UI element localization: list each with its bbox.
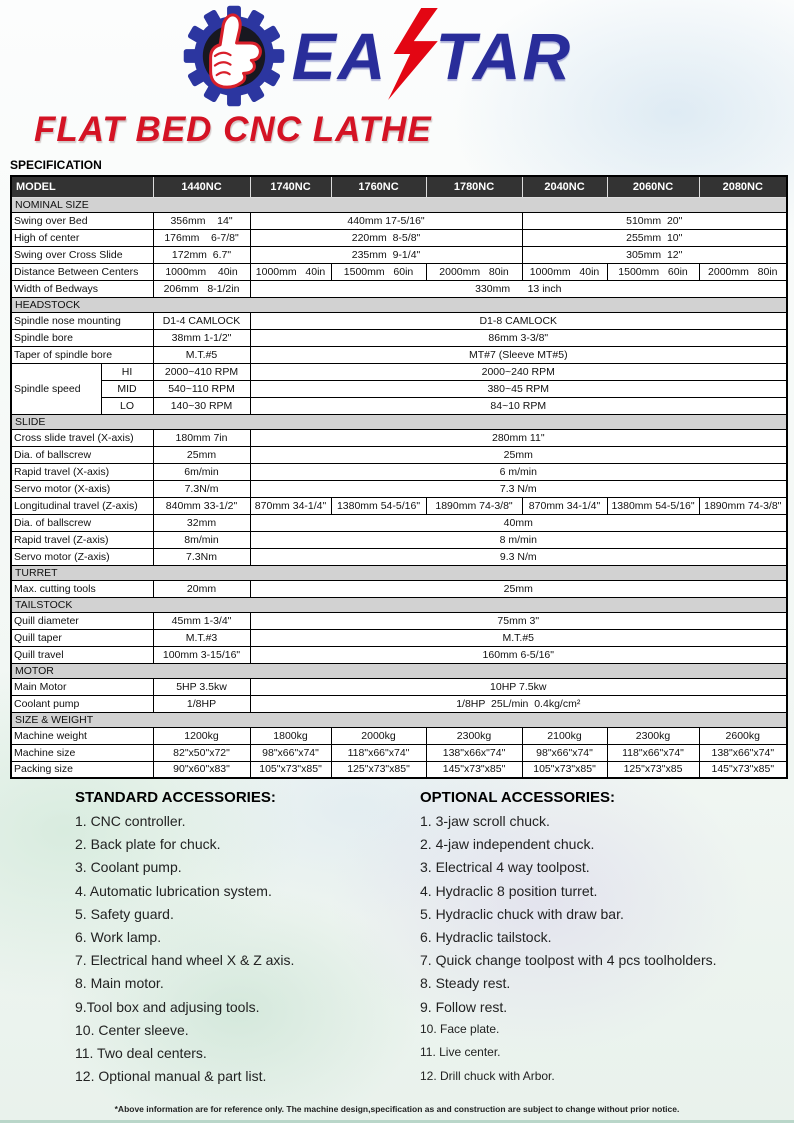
spec-cell: 1890mm 74-3/8"	[699, 497, 787, 514]
brand-text-right: TAR	[435, 19, 573, 93]
section-row	[11, 197, 787, 212]
table-row	[11, 363, 787, 380]
spec-row-label: Packing size	[11, 761, 153, 778]
table-row	[11, 312, 787, 329]
list-item: 2. Back plate for chuck.	[75, 836, 221, 853]
list-item: 3. Coolant pump.	[75, 859, 182, 876]
spec-cell: 870mm 34-1/4"	[522, 497, 607, 514]
spec-cell: 305mm 12"	[522, 246, 787, 263]
spec-cell: 2300kg	[607, 727, 699, 744]
list-item: 7. Electrical hand wheel X & Z axis.	[75, 952, 295, 969]
spec-row-label: Servo motor (Z-axis)	[11, 548, 153, 565]
spec-cell: 84~10 RPM	[250, 397, 787, 414]
table-row	[11, 263, 787, 280]
column-header: MODEL	[11, 176, 153, 197]
table-row	[11, 580, 787, 597]
spec-cell: 330mm 13 inch	[250, 280, 787, 297]
spec-cell: 145"x73"x85"	[699, 761, 787, 778]
spec-row-label: Dia. of ballscrew	[11, 446, 153, 463]
list-item: 9. Follow rest.	[420, 998, 508, 1015]
spec-cell: 25mm	[153, 446, 250, 463]
spec-row-label: Spindle speed	[11, 363, 101, 414]
spec-cell: 98"x66"x74"	[250, 744, 331, 761]
section-header: SLIDE	[11, 414, 787, 429]
spec-cell: MT#7 (Sleeve MT#5)	[250, 346, 787, 363]
section-row	[11, 663, 787, 678]
table-row	[11, 678, 787, 695]
spec-cell: 280mm 11"	[250, 429, 787, 446]
list-item: 12. Drill chuck with Arbor.	[420, 1068, 555, 1083]
spec-cell: 2000mm 80in	[699, 263, 787, 280]
spec-cell: 6 m/min	[250, 463, 787, 480]
spec-cell: 160mm 6-5/16"	[250, 646, 787, 663]
spec-cell: 75mm 3"	[250, 612, 787, 629]
spec-row-label: Swing over Bed	[11, 212, 153, 229]
list-item: 12. Optional manual & part list.	[75, 1068, 267, 1085]
spec-cell: 870mm 34-1/4"	[250, 497, 331, 514]
spec-cell: 45mm 1-3/4"	[153, 612, 250, 629]
gear-thumbs-up-icon	[182, 4, 286, 108]
section-header: HEADSTOCK	[11, 297, 787, 312]
spec-row-label: Servo motor (X-axis)	[11, 480, 153, 497]
table-row	[11, 646, 787, 663]
section-header: TAILSTOCK	[11, 597, 787, 612]
optional-accessories-list	[420, 814, 794, 1082]
spec-cell: 540~110 RPM	[153, 380, 250, 397]
optional-accessories	[420, 789, 794, 1093]
spec-cell: 1380mm 54-5/16"	[331, 497, 426, 514]
spec-row-label: Longitudinal travel (Z-axis)	[11, 497, 153, 514]
spec-cell: 2000mm 80in	[426, 263, 522, 280]
section-header: MOTOR	[11, 663, 787, 678]
spec-cell: 100mm 3-15/16"	[153, 646, 250, 663]
spec-cell: 118"x66"x74"	[331, 744, 426, 761]
spec-cell: 172mm 6.7"	[153, 246, 250, 263]
spec-cell: M.T.#5	[153, 346, 250, 363]
spec-row-label: Machine size	[11, 744, 153, 761]
table-row	[11, 397, 787, 414]
spec-cell: 140~30 RPM	[153, 397, 250, 414]
spec-row-label: Quill diameter	[11, 612, 153, 629]
table-row	[11, 446, 787, 463]
spec-cell: 1000mm 40in	[153, 263, 250, 280]
spec-cell: 840mm 33-1/2"	[153, 497, 250, 514]
spec-cell: D1-4 CAMLOCK	[153, 312, 250, 329]
spec-cell: 25mm	[250, 446, 787, 463]
table-row	[11, 497, 787, 514]
spec-cell: 7.3Nm	[153, 548, 250, 565]
table-row	[11, 612, 787, 629]
spec-cell: 180mm 7in	[153, 429, 250, 446]
spec-cell: 2000~410 RPM	[153, 363, 250, 380]
spec-cell: 38mm 1-1/2"	[153, 329, 250, 346]
specification-table	[10, 175, 788, 779]
section-header: SIZE & WEIGHT	[11, 712, 787, 727]
section-row	[11, 712, 787, 727]
spec-cell: 2300kg	[426, 727, 522, 744]
table-row	[11, 744, 787, 761]
spec-cell: 105"x73"x85"	[522, 761, 607, 778]
spec-row-label: Cross slide travel (X-axis)	[11, 429, 153, 446]
spec-cell: 1/8HP 25L/min 0.4kg/cm²	[250, 695, 787, 712]
spec-row-label: Quill travel	[11, 646, 153, 663]
spec-cell: 7.3N/m	[153, 480, 250, 497]
table-row	[11, 380, 787, 397]
spec-cell: 32mm	[153, 514, 250, 531]
spec-cell: 105"x73"x85"	[250, 761, 331, 778]
standard-accessories-title: STANDARD ACCESSORIES:	[75, 789, 276, 806]
spec-row-label: Distance Between Centers	[11, 263, 153, 280]
spec-cell: 90"x60"x83"	[153, 761, 250, 778]
spec-cell: 25mm	[250, 580, 787, 597]
spec-row-label: Quill taper	[11, 629, 153, 646]
section-row	[11, 414, 787, 429]
brand-wordmark	[292, 10, 572, 102]
spec-row-label: Machine weight	[11, 727, 153, 744]
table-row	[11, 629, 787, 646]
list-item: 10. Face plate.	[420, 1021, 500, 1036]
list-item: 8. Steady rest.	[420, 975, 511, 992]
spec-cell: 1000mm 40in	[522, 263, 607, 280]
list-item: 9.Tool box and adjusing tools.	[75, 998, 260, 1015]
table-row	[11, 463, 787, 480]
spec-cell: 1500mm 60in	[607, 263, 699, 280]
optional-accessories-title: OPTIONAL ACCESSORIES:	[420, 789, 616, 806]
spec-cell: 2000~240 RPM	[250, 363, 787, 380]
spec-cell: D1-8 CAMLOCK	[250, 312, 787, 329]
page-title: FLAT BED CNC LATHE	[34, 110, 432, 149]
spec-cell: M.T.#3	[153, 629, 250, 646]
list-item: 6. Hydraclic tailstock.	[420, 928, 552, 945]
list-item: 10. Center sleeve.	[75, 1021, 189, 1038]
list-item: 4. Hydraclic 8 position turret.	[420, 882, 598, 899]
table-row	[11, 429, 787, 446]
list-item: 7. Quick change toolpost with 4 pcs toolholders.	[420, 952, 717, 969]
spec-cell: 82"x50"x72"	[153, 744, 250, 761]
column-header: 2040NC	[522, 176, 607, 197]
list-item: 5. Safety guard.	[75, 905, 174, 922]
table-row	[11, 212, 787, 229]
spec-cell: 138"x66"x74"	[699, 744, 787, 761]
table-row	[11, 514, 787, 531]
table-row	[11, 548, 787, 565]
spec-cell: 20mm	[153, 580, 250, 597]
spec-row-label: Width of Bedways	[11, 280, 153, 297]
spec-cell: 356mm 14"	[153, 212, 250, 229]
spec-cell: 255mm 10"	[522, 229, 787, 246]
spec-cell: 125"x73"x85"	[331, 761, 426, 778]
spec-cell: 1890mm 74-3/8"	[426, 497, 522, 514]
table-row	[11, 727, 787, 744]
spec-cell: 98"x66"x74"	[522, 744, 607, 761]
spec-row-label: High of center	[11, 229, 153, 246]
list-item: 6. Work lamp.	[75, 928, 162, 945]
brand-text-left: EA	[291, 19, 388, 93]
column-header: 1740NC	[250, 176, 331, 197]
list-item: 1. CNC controller.	[75, 813, 186, 829]
list-item: 5. Hydraclic chuck with draw bar.	[420, 905, 624, 922]
spec-cell: 510mm 20"	[522, 212, 787, 229]
spec-cell: 380~45 RPM	[250, 380, 787, 397]
spec-cell: 176mm 6-7/8"	[153, 229, 250, 246]
column-header: 2060NC	[607, 176, 699, 197]
column-header: 2080NC	[699, 176, 787, 197]
spec-cell: 7.3 N/m	[250, 480, 787, 497]
spec-cell: 5HP 3.5kw	[153, 678, 250, 695]
spec-cell: 2100kg	[522, 727, 607, 744]
spec-row-label: Max. cutting tools	[11, 580, 153, 597]
standard-accessories-list	[75, 814, 420, 1084]
spec-cell: 10HP 7.5kw	[250, 678, 787, 695]
spec-row-sublabel: HI	[101, 363, 153, 380]
spec-cell: 2000kg	[331, 727, 426, 744]
spec-row-sublabel: MID	[101, 380, 153, 397]
spec-row-label: Coolant pump	[11, 695, 153, 712]
section-row	[11, 565, 787, 580]
spec-row-label: Spindle bore	[11, 329, 153, 346]
spec-row-label: Rapid travel (Z-axis)	[11, 531, 153, 548]
section-header: NOMINAL SIZE	[11, 197, 787, 212]
disclaimer-note: *Above information are for reference only. The machine design,specification as and construction are subject to change without prior notice.	[114, 1104, 680, 1114]
spec-row-label: Rapid travel (X-axis)	[11, 463, 153, 480]
spec-cell: 1/8HP	[153, 695, 250, 712]
spec-cell: M.T.#5	[250, 629, 787, 646]
column-header: 1780NC	[426, 176, 522, 197]
table-row	[11, 329, 787, 346]
spec-cell: 1000mm 40in	[250, 263, 331, 280]
lightning-bolt-icon	[383, 8, 441, 100]
spec-cell: 125"x73"x85	[607, 761, 699, 778]
spec-cell: 1500mm 60in	[331, 263, 426, 280]
section-header: TURRET	[11, 565, 787, 580]
column-header: 1760NC	[331, 176, 426, 197]
spec-cell: 40mm	[250, 514, 787, 531]
list-item: 4. Automatic lubrication system.	[75, 882, 272, 899]
spec-cell: 220mm 8-5/8"	[250, 229, 522, 246]
spec-cell: 235mm 9-1/4"	[250, 246, 522, 263]
table-row	[11, 480, 787, 497]
spec-cell: 6m/min	[153, 463, 250, 480]
spec-cell: 440mm 17-5/16"	[250, 212, 522, 229]
spec-cell: 206mm 8-1/2in	[153, 280, 250, 297]
spec-cell: 2600kg	[699, 727, 787, 744]
table-row	[11, 246, 787, 263]
spec-row-label: Dia. of ballscrew	[11, 514, 153, 531]
spec-cell: 1800kg	[250, 727, 331, 744]
spec-cell: 8 m/min	[250, 531, 787, 548]
spec-cell: 9.3 N/m	[250, 548, 787, 565]
accessories-section	[75, 789, 794, 1093]
spec-cell: 1200kg	[153, 727, 250, 744]
spec-cell: 1380mm 54-5/16"	[607, 497, 699, 514]
column-header: 1440NC	[153, 176, 250, 197]
spec-cell: 145"x73"x85"	[426, 761, 522, 778]
list-item: 2. 4-jaw independent chuck.	[420, 836, 595, 853]
section-row	[11, 597, 787, 612]
spec-row-sublabel: LO	[101, 397, 153, 414]
brand-logo	[0, 0, 794, 108]
spec-cell: 118"x66"x74"	[607, 744, 699, 761]
list-item: 11. Two deal centers.	[75, 1044, 207, 1061]
table-row	[11, 695, 787, 712]
list-item: 3. Electrical 4 way toolpost.	[420, 859, 590, 876]
table-row	[11, 531, 787, 548]
spec-cell: 8m/min	[153, 531, 250, 548]
spec-row-label: Taper of spindle bore	[11, 346, 153, 363]
spec-cell: 86mm 3-3/8"	[250, 329, 787, 346]
section-row	[11, 297, 787, 312]
spec-cell: 138"x66x"74"	[426, 744, 522, 761]
table-header-row	[11, 176, 787, 197]
list-item: 8. Main motor.	[75, 975, 164, 992]
spec-row-label: Spindle nose mounting	[11, 312, 153, 329]
table-row	[11, 346, 787, 363]
table-row	[11, 280, 787, 297]
list-item: 11. Live center.	[420, 1045, 501, 1060]
specification-label: SPECIFICATION	[10, 158, 102, 172]
spec-row-label: Main Motor	[11, 678, 153, 695]
standard-accessories	[75, 789, 420, 1093]
table-row	[11, 761, 787, 778]
table-row	[11, 229, 787, 246]
spec-row-label: Swing over Cross Slide	[11, 246, 153, 263]
list-item: 1. 3-jaw scroll chuck.	[420, 813, 550, 829]
